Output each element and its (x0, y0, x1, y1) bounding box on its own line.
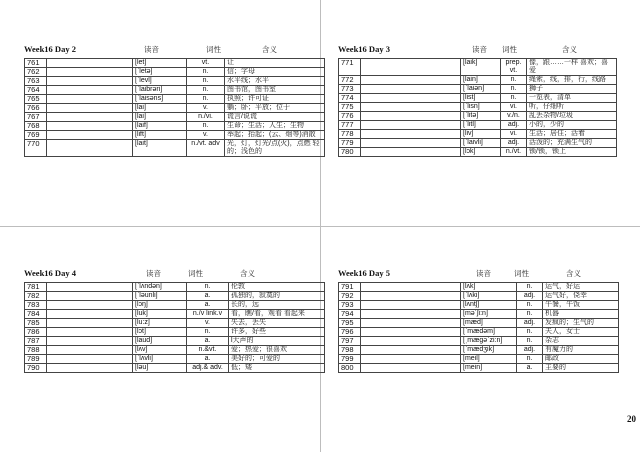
table-row (25, 319, 325, 328)
blank-cell (361, 148, 461, 157)
table-row (25, 59, 325, 68)
table-row (339, 301, 619, 310)
row-number: 762 (25, 68, 47, 77)
part-of-speech: n. (187, 328, 229, 337)
blank-cell (361, 85, 461, 94)
row-number: 769 (25, 131, 47, 140)
blank-cell (361, 301, 461, 310)
row-number: 765 (25, 95, 47, 104)
row-number: 764 (25, 86, 47, 95)
word-meaning: 生活；居住；活着 (527, 130, 617, 139)
row-number: 768 (25, 122, 47, 131)
word-pronunciation: [ˈlʌki] (461, 292, 517, 301)
row-number: 780 (339, 148, 361, 157)
table-row (25, 310, 325, 319)
row-number: 793 (339, 301, 361, 310)
part-of-speech: a. (187, 301, 229, 310)
row-number: 778 (339, 130, 361, 139)
blank-cell (361, 130, 461, 139)
row-number: 786 (25, 328, 47, 337)
word-pronunciation: [lift] (133, 131, 187, 140)
blank-cell (361, 292, 461, 301)
word-pronunciation: [ˈlitl] (461, 121, 501, 130)
quadrant-title: Week16 Day 3 (338, 44, 390, 54)
word-pronunciation: [ˈlevl] (133, 77, 187, 86)
part-of-speech: n. (501, 85, 527, 94)
part-of-speech: n. (517, 337, 543, 346)
header-pos: 词性 (502, 45, 517, 54)
part-of-speech: n. (187, 68, 225, 77)
word-meaning: 水平线；水平 (225, 77, 325, 86)
blank-cell (47, 59, 133, 68)
word-meaning: 午餐，午饭 (543, 301, 619, 310)
blank-cell (47, 301, 133, 310)
header-pos: 词性 (188, 269, 203, 278)
part-of-speech: n./vt. (501, 148, 527, 157)
word-meaning: 夫人，女士 (543, 328, 619, 337)
word-meaning: 主要的 (543, 364, 619, 373)
blank-cell (47, 346, 133, 355)
word-meaning: 失去，丢失 (229, 319, 325, 328)
blank-cell (361, 121, 461, 130)
row-number: 781 (25, 283, 47, 292)
blank-cell (47, 283, 133, 292)
word-pronunciation: [lʌntʃ] (461, 301, 517, 310)
blank-cell (47, 319, 133, 328)
word-pronunciation: [ˈmædəm] (461, 328, 517, 337)
blank-cell (47, 292, 133, 301)
row-number: 790 (25, 364, 47, 373)
part-of-speech: n. (187, 283, 229, 292)
blank-cell (47, 77, 133, 86)
row-number: 777 (339, 121, 361, 130)
blank-cell (47, 113, 133, 122)
table-row (339, 328, 619, 337)
word-meaning: 邮政 (543, 355, 619, 364)
row-number: 798 (339, 346, 361, 355)
word-meaning: 像，跟……一样 喜欢；喜爱 (527, 59, 617, 76)
word-meaning: 信；字母 (225, 68, 325, 77)
table-row (25, 337, 325, 346)
table-row (25, 355, 325, 364)
word-meaning: 小的，少的 (527, 121, 617, 130)
word-pronunciation: [lu:z] (133, 319, 187, 328)
word-pronunciation: [ˈmædʒik] (461, 346, 517, 355)
word-meaning: 美好的；可爱的 (229, 355, 325, 364)
row-number: 776 (339, 112, 361, 121)
word-pronunciation: [laik] (461, 59, 501, 76)
row-number: 792 (339, 292, 361, 301)
quadrant-day3 (338, 44, 638, 156)
header-meaning: 含义 (240, 269, 255, 278)
blank-cell (361, 283, 461, 292)
word-pronunciation: [lai] (133, 113, 187, 122)
table-row (339, 94, 617, 103)
word-meaning: 许多，好些 (229, 328, 325, 337)
word-pronunciation: [mæd] (461, 319, 517, 328)
table-row (25, 283, 325, 292)
word-meaning: 听，仔细听 (527, 103, 617, 112)
blank-cell (361, 310, 461, 319)
blank-cell (47, 140, 133, 157)
row-number: 761 (25, 59, 47, 68)
word-pronunciation: [ˌmægəˈzi:n] (461, 337, 517, 346)
table-row (339, 310, 619, 319)
word-meaning: 光，灯，灯光/点(火)，点燃 轻的；浅色的 (225, 140, 325, 157)
blank-cell (47, 131, 133, 140)
quadrant-title: Week16 Day 2 (24, 44, 76, 54)
word-meaning: 有魔力的 (543, 346, 619, 355)
table-row (339, 292, 619, 301)
table-row (25, 328, 325, 337)
word-pronunciation: [lɔk] (461, 148, 501, 157)
blank-cell (361, 112, 461, 121)
header-meaning: 含义 (566, 269, 581, 278)
word-pronunciation: [lai] (133, 104, 187, 113)
table-row (25, 131, 325, 140)
row-number: 767 (25, 113, 47, 122)
blank-cell (361, 346, 461, 355)
header-meaning: 含义 (562, 45, 577, 54)
row-number: 791 (339, 283, 361, 292)
page-number: 20 (627, 414, 636, 424)
word-meaning: 一览表，清单 (527, 94, 617, 103)
part-of-speech: n. (187, 122, 225, 131)
part-of-speech: n./vi. (187, 113, 225, 122)
table-row (25, 364, 325, 373)
table-row (339, 59, 617, 76)
part-of-speech: adj. (517, 319, 543, 328)
part-of-speech: n. (517, 310, 543, 319)
word-meaning: 爱；热爱；很喜欢 (229, 346, 325, 355)
word-pronunciation: [ˈletə] (133, 68, 187, 77)
word-pronunciation: [list] (461, 94, 501, 103)
part-of-speech: n. (517, 355, 543, 364)
word-pronunciation: [lɔt] (133, 328, 187, 337)
table-row (339, 103, 617, 112)
word-pronunciation: [ləu] (133, 364, 187, 373)
word-meaning: 运气，好运 (543, 283, 619, 292)
word-meaning: 谎言/说谎 (225, 113, 325, 122)
part-of-speech: prep. vt. (501, 59, 527, 76)
table-row (339, 283, 619, 292)
word-pronunciation: [ˈlaiən] (461, 85, 501, 94)
blank-cell (361, 103, 461, 112)
word-pronunciation: [lain] (461, 76, 501, 85)
word-pronunciation: [lɔŋ] (133, 301, 187, 310)
word-meaning: 活泼的；充满生气的 (527, 139, 617, 148)
blank-cell (47, 95, 133, 104)
word-pronunciation: [ˈlisn] (461, 103, 501, 112)
row-number: 800 (339, 364, 361, 373)
part-of-speech: n. (501, 76, 527, 85)
part-of-speech: a. (517, 364, 543, 373)
word-pronunciation: [məˈʃi:n] (461, 310, 517, 319)
word-meaning: 图书馆，图书室 (225, 86, 325, 95)
row-number: 770 (25, 140, 47, 157)
part-of-speech: v. (187, 104, 225, 113)
table-row (339, 130, 617, 139)
row-number: 795 (339, 319, 361, 328)
blank-cell (47, 337, 133, 346)
row-number: 784 (25, 310, 47, 319)
word-meaning: 让 (225, 59, 325, 68)
word-meaning: 伦敦 (229, 283, 325, 292)
table-row (339, 355, 619, 364)
part-of-speech: adj. (517, 292, 543, 301)
row-number: 796 (339, 328, 361, 337)
header-pronunciation: 读音 (146, 269, 161, 278)
part-of-speech: n. (517, 283, 543, 292)
quadrant-day4 (24, 268, 324, 372)
table-row (339, 76, 617, 85)
word-meaning: 看，瞧/看，观看 看起来 (229, 310, 325, 319)
row-number: 773 (339, 85, 361, 94)
word-pronunciation: [ˈlaibrəri] (133, 86, 187, 95)
blank-cell (361, 139, 461, 148)
part-of-speech: a. (187, 337, 229, 346)
vocab-table (338, 58, 617, 157)
header-pronunciation: 读音 (144, 45, 159, 54)
table-row (25, 104, 325, 113)
part-of-speech: n. (501, 94, 527, 103)
blank-cell (47, 86, 133, 95)
blank-cell (361, 319, 461, 328)
quadrant-day2 (24, 44, 324, 155)
word-pronunciation: [ˈlaivli] (461, 139, 501, 148)
vocab-table (338, 282, 619, 373)
row-number: 789 (25, 355, 47, 364)
table-row (339, 337, 619, 346)
part-of-speech: v./n. (501, 112, 527, 121)
part-of-speech: n./vt. adv (187, 140, 225, 157)
quadrant-title: Week16 Day 4 (24, 268, 76, 278)
blank-cell (361, 94, 461, 103)
blank-cell (361, 364, 461, 373)
part-of-speech: a. (187, 292, 229, 301)
blank-cell (47, 68, 133, 77)
header-pos: 词性 (206, 45, 221, 54)
part-of-speech: v. (187, 131, 225, 140)
blank-cell (47, 122, 133, 131)
word-pronunciation: [ˈləunli] (133, 292, 187, 301)
horizontal-divider (0, 226, 640, 227)
blank-cell (47, 328, 133, 337)
word-meaning: l大声的 (229, 337, 325, 346)
part-of-speech: n. (187, 86, 225, 95)
part-of-speech: vt. (187, 59, 225, 68)
table-row (25, 301, 325, 310)
word-pronunciation: [mein] (461, 364, 517, 373)
table-row (339, 364, 619, 373)
row-number: 766 (25, 104, 47, 113)
part-of-speech: adj. (501, 121, 527, 130)
table-row (25, 68, 325, 77)
part-of-speech: adj. (517, 346, 543, 355)
word-pronunciation: [laif] (133, 122, 187, 131)
vocab-table (24, 282, 325, 373)
word-pronunciation: [liv] (461, 130, 501, 139)
word-pronunciation: [lʌv] (133, 346, 187, 355)
word-meaning: 狮子 (527, 85, 617, 94)
table-row (25, 292, 325, 301)
row-number: 797 (339, 337, 361, 346)
word-meaning: 执照；许可证 (225, 95, 325, 104)
table-row (25, 77, 325, 86)
word-meaning: 低；矮 (229, 364, 325, 373)
word-pronunciation: [ˈlʌvli] (133, 355, 187, 364)
row-number: 787 (25, 337, 47, 346)
table-row (25, 86, 325, 95)
table-row (339, 112, 617, 121)
row-number: 763 (25, 77, 47, 86)
table-row (25, 113, 325, 122)
blank-cell (47, 364, 133, 373)
row-number: 772 (339, 76, 361, 85)
word-pronunciation: [meil] (461, 355, 517, 364)
row-number: 783 (25, 301, 47, 310)
row-number: 779 (339, 139, 361, 148)
part-of-speech: n. (187, 95, 225, 104)
word-meaning: 机器 (543, 310, 619, 319)
word-meaning: 孤独的，寂寞的 (229, 292, 325, 301)
table-row (339, 121, 617, 130)
word-meaning: 生命；生活；人生；生物 (225, 122, 325, 131)
part-of-speech: n.&vt. (187, 346, 229, 355)
word-pronunciation: [laud] (133, 337, 187, 346)
table-row (339, 148, 617, 157)
word-meaning: 锁/锁，锁上 (527, 148, 617, 157)
part-of-speech: adj. (501, 139, 527, 148)
vocab-table (24, 58, 325, 157)
row-number: 785 (25, 319, 47, 328)
word-pronunciation: [ˈlaisəns] (133, 95, 187, 104)
blank-cell (47, 310, 133, 319)
header-pos: 词性 (514, 269, 529, 278)
blank-cell (361, 355, 461, 364)
part-of-speech: n./v link.v (187, 310, 229, 319)
table-row (25, 122, 325, 131)
table-row (339, 139, 617, 148)
word-meaning: 躺；卧；平放；位于 (225, 104, 325, 113)
word-pronunciation: [lʌk] (461, 283, 517, 292)
row-number: 782 (25, 292, 47, 301)
blank-cell (361, 337, 461, 346)
part-of-speech: a. (187, 355, 229, 364)
header-meaning: 含义 (262, 45, 277, 54)
blank-cell (361, 328, 461, 337)
row-number: 794 (339, 310, 361, 319)
part-of-speech: n. (187, 77, 225, 86)
quadrant-day5 (338, 268, 638, 372)
part-of-speech: v. (187, 319, 229, 328)
row-number: 775 (339, 103, 361, 112)
word-pronunciation: [let] (133, 59, 187, 68)
table-row (339, 346, 619, 355)
row-number: 771 (339, 59, 361, 76)
word-meaning: 乱丢杂物/垃圾 (527, 112, 617, 121)
header-pronunciation: 读音 (472, 45, 487, 54)
row-number: 799 (339, 355, 361, 364)
part-of-speech: vi. (501, 103, 527, 112)
word-meaning: 运气好，侥幸 (543, 292, 619, 301)
row-number: 788 (25, 346, 47, 355)
word-meaning: 发疯的；生气的 (543, 319, 619, 328)
blank-cell (47, 355, 133, 364)
blank-cell (361, 59, 461, 76)
blank-cell (361, 76, 461, 85)
word-meaning: 举起；抬起；(云、烟等)消散 (225, 131, 325, 140)
table-row (25, 95, 325, 104)
blank-cell (47, 104, 133, 113)
table-row (25, 140, 325, 157)
row-number: 774 (339, 94, 361, 103)
word-pronunciation: [ˈlʌndən] (133, 283, 187, 292)
word-meaning: 杂志 (543, 337, 619, 346)
table-row (25, 346, 325, 355)
word-pronunciation: [luk] (133, 310, 187, 319)
quadrant-title: Week16 Day 5 (338, 268, 390, 278)
part-of-speech: n. (517, 301, 543, 310)
part-of-speech: n. (517, 328, 543, 337)
part-of-speech: vi. (501, 130, 527, 139)
header-pronunciation: 读音 (476, 269, 491, 278)
table-row (339, 319, 619, 328)
word-meaning: 长的，远 (229, 301, 325, 310)
word-pronunciation: [lait] (133, 140, 187, 157)
table-row (339, 85, 617, 94)
word-meaning: 绳索，线，排，行，线路 (527, 76, 617, 85)
part-of-speech: adj.& adv. (187, 364, 229, 373)
word-pronunciation: [ˈlitə] (461, 112, 501, 121)
